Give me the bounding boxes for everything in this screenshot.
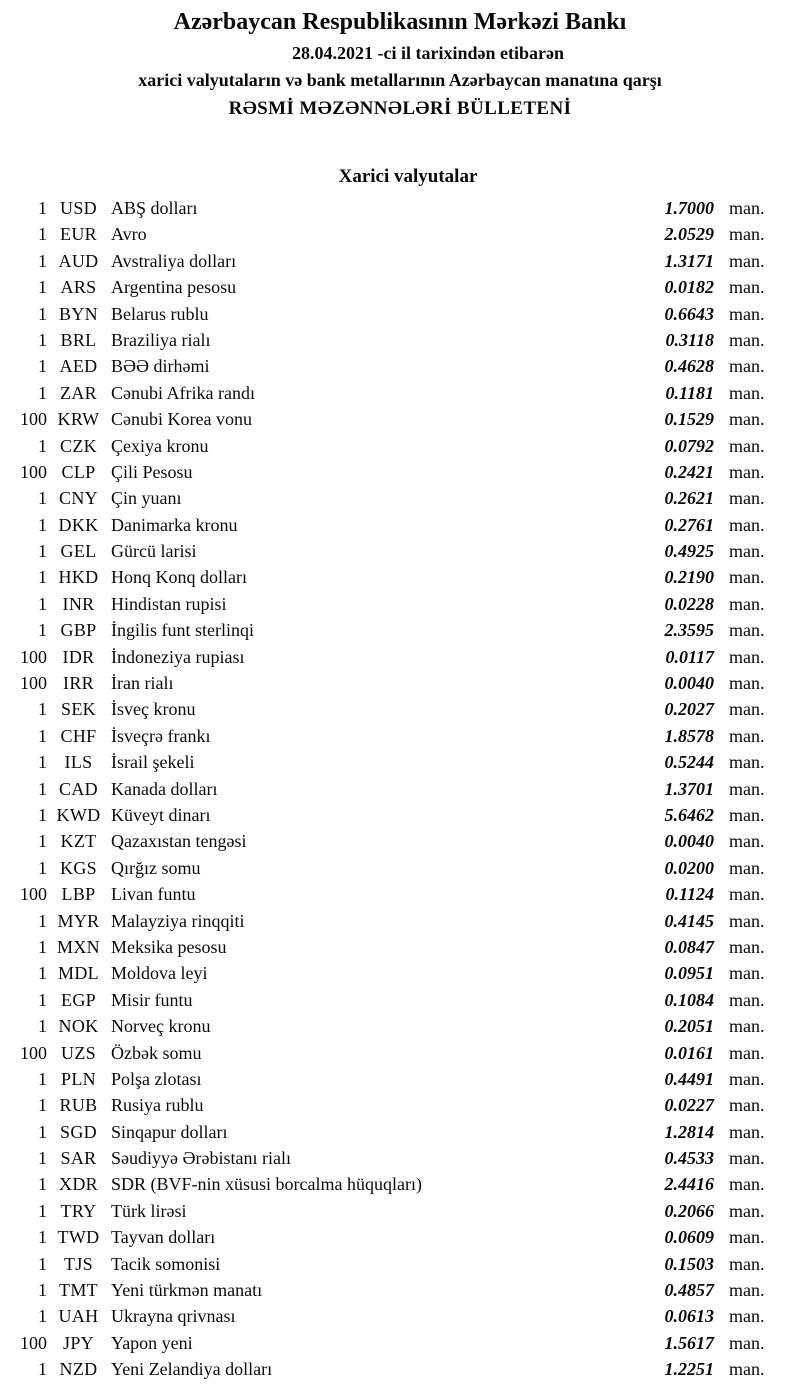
rate-value: 1.5617	[664, 1332, 714, 1353]
nominal-value: 100	[20, 673, 47, 694]
rate-row	[0, 1224, 800, 1250]
currency-name: Avstraliya dolları	[111, 250, 237, 271]
nominal-value: 1	[38, 857, 47, 878]
nominal-value: 1	[38, 567, 47, 588]
currency-name: Argentina pesosu	[111, 277, 237, 298]
nominal-value: 1	[38, 1359, 47, 1380]
rate-value: 0.1503	[664, 1253, 714, 1274]
rate-row	[0, 987, 800, 1013]
rate-row	[0, 1330, 800, 1356]
nominal-value: 1	[38, 1148, 47, 1169]
bank-name-title: Azərbaycan Respublikasının Mərkəzi Bankı	[173, 9, 627, 35]
rate-value: 0.4857	[664, 1280, 714, 1301]
unit-label: man.	[729, 250, 765, 271]
currency-code: SGD	[60, 1121, 97, 1142]
rate-row	[0, 221, 800, 247]
currency-code: RUB	[59, 1095, 98, 1116]
unit-label: man.	[729, 1068, 765, 1089]
rate-value: 0.0609	[664, 1227, 714, 1248]
unit-label: man.	[729, 224, 765, 245]
unit-label: man.	[729, 1016, 765, 1037]
unit-label: man.	[729, 409, 765, 430]
nominal-value: 100	[20, 409, 47, 430]
nominal-value: 1	[38, 1068, 47, 1089]
unit-label: man.	[729, 910, 765, 931]
rate-row	[0, 538, 800, 564]
rate-value: 0.5244	[664, 752, 714, 773]
unit-label: man.	[729, 541, 765, 562]
currency-code: AED	[59, 356, 98, 377]
currency-name: Misir funtu	[111, 989, 193, 1010]
rate-row	[0, 327, 800, 353]
rate-row	[0, 1145, 800, 1171]
unit-label: man.	[729, 1095, 765, 1116]
rate-value: 0.0040	[664, 673, 714, 694]
unit-label: man.	[729, 699, 765, 720]
currency-name: Danimarka kronu	[111, 514, 238, 535]
currency-name: Rusiya rublu	[111, 1095, 204, 1116]
document-header	[0, 0, 800, 122]
rate-value: 0.0182	[664, 277, 714, 298]
unit-label: man.	[729, 989, 765, 1010]
nominal-value: 100	[20, 1042, 47, 1063]
currency-name: İndoneziya rupiası	[111, 646, 245, 667]
nominal-value: 1	[38, 1121, 47, 1142]
currency-code: TMT	[59, 1280, 98, 1301]
nominal-value: 1	[38, 620, 47, 641]
nominal-value: 1	[38, 277, 47, 298]
currency-code: NOK	[58, 1016, 99, 1037]
nominal-value: 1	[38, 989, 47, 1010]
rate-row	[0, 828, 800, 854]
nominal-value: 100	[20, 1332, 47, 1353]
nominal-value: 1	[38, 699, 47, 720]
rate-value: 0.2027	[664, 699, 714, 720]
currency-code: BYN	[59, 303, 98, 324]
rate-value: 0.4145	[664, 910, 714, 931]
rate-value: 0.0040	[664, 831, 714, 852]
rate-value: 0.2621	[664, 488, 714, 509]
rate-value: 2.4416	[664, 1174, 714, 1195]
unit-label: man.	[729, 804, 765, 825]
rate-row	[0, 881, 800, 907]
unit-label: man.	[729, 382, 765, 403]
unit-label: man.	[729, 778, 765, 799]
unit-label: man.	[729, 356, 765, 377]
currency-code: SEK	[61, 699, 96, 720]
currency-code: CZK	[60, 435, 97, 456]
unit-label: man.	[729, 1148, 765, 1169]
bulletin-title: RƏSMİ MƏZƏNNƏLƏRİ BÜLLETENİ	[228, 98, 572, 119]
nominal-value: 1	[38, 1227, 47, 1248]
unit-label: man.	[729, 1332, 765, 1353]
rate-row	[0, 908, 800, 934]
currency-code: USD	[60, 198, 97, 218]
currency-name: İsrail şekeli	[111, 752, 195, 773]
currency-code: CHF	[60, 725, 97, 746]
currency-name: Meksika pesosu	[111, 936, 227, 957]
rate-value: 0.0613	[664, 1306, 714, 1327]
rate-value: 0.2190	[664, 567, 714, 588]
currency-code: SAR	[60, 1148, 97, 1169]
rate-value: 0.2421	[664, 461, 714, 482]
rate-row	[0, 776, 800, 802]
nominal-value: 1	[38, 752, 47, 773]
rate-row	[0, 353, 800, 379]
rate-row	[0, 696, 800, 722]
currency-code: TJS	[64, 1253, 93, 1274]
unit-label: man.	[729, 752, 765, 773]
currency-name: Çexiya kronu	[111, 435, 209, 456]
currency-code: CAD	[59, 778, 98, 799]
nominal-value: 100	[20, 646, 47, 667]
rate-value: 1.8578	[664, 725, 714, 746]
currency-name: Türk lirəsi	[111, 1200, 187, 1221]
section-title-foreign-currencies: Xarici valyutalar	[338, 166, 478, 187]
rate-row	[0, 802, 800, 828]
unit-label: man.	[729, 1227, 765, 1248]
unit-label: man.	[729, 1200, 765, 1221]
currency-code: BRL	[60, 329, 97, 350]
rate-row	[0, 960, 800, 986]
currency-code: IDR	[62, 646, 95, 667]
currency-code: GEL	[60, 541, 97, 562]
nominal-value: 1	[38, 382, 47, 403]
currency-name: Avro	[111, 224, 147, 245]
rate-value: 2.3595	[664, 620, 714, 641]
rate-value: 0.6643	[664, 303, 714, 324]
currency-name: Cənubi Afrika randı	[111, 382, 255, 403]
rate-row	[0, 433, 800, 459]
nominal-value: 1	[38, 963, 47, 984]
rate-row	[0, 1277, 800, 1303]
rate-value: 0.2066	[664, 1200, 714, 1221]
currency-name: Livan funtu	[111, 884, 196, 905]
rate-value: 0.0951	[664, 963, 714, 984]
currency-code: MXN	[57, 936, 100, 957]
currency-name: Yeni Zelandiya dolları	[111, 1359, 273, 1380]
rate-row	[0, 1013, 800, 1039]
nominal-value: 1	[38, 725, 47, 746]
currency-name: İngilis funt sterlinqi	[111, 620, 254, 641]
rate-row	[0, 1251, 800, 1277]
unit-label: man.	[729, 593, 765, 614]
currency-name: Tacik somonisi	[111, 1253, 221, 1274]
nominal-value: 1	[38, 541, 47, 562]
currency-name: Səudiyyə Ərəbistanı rialı	[111, 1148, 291, 1169]
nominal-value: 1	[38, 303, 47, 324]
rate-value: 0.0792	[664, 435, 714, 456]
currency-code: HKD	[58, 567, 99, 588]
currency-name: Küveyt dinarı	[111, 804, 211, 825]
rate-value: 0.4925	[664, 541, 714, 562]
currency-name: BƏƏ dirhəmi	[111, 356, 210, 377]
currency-name: Malayziya rinqqiti	[111, 910, 245, 931]
rate-row	[0, 564, 800, 590]
rate-row	[0, 274, 800, 300]
currency-code: MDL	[58, 963, 99, 984]
currency-name: Yapon yeni	[111, 1332, 193, 1353]
nominal-value: 1	[38, 1095, 47, 1116]
rate-value: 2.0529	[664, 224, 714, 245]
nominal-value: 1	[38, 1280, 47, 1301]
rate-value: 0.1084	[664, 989, 714, 1010]
unit-label: man.	[729, 488, 765, 509]
nominal-value: 1	[38, 778, 47, 799]
nominal-value: 1	[38, 250, 47, 271]
unit-label: man.	[729, 831, 765, 852]
rate-value: 0.0228	[664, 593, 714, 614]
rate-value: 1.7000	[664, 198, 714, 218]
currency-name: İran rialı	[111, 673, 174, 694]
currency-code: NZD	[59, 1359, 98, 1380]
currency-code: ILS	[64, 752, 93, 773]
currency-code: PLN	[61, 1068, 96, 1089]
rate-row	[0, 512, 800, 538]
nominal-value: 1	[38, 1253, 47, 1274]
currency-name: Qırğız somu	[111, 857, 201, 878]
effective-date-line: 28.04.2021 -ci il tarixindən etibarən	[292, 43, 564, 63]
currency-code: AUD	[58, 250, 99, 271]
currency-code: GBP	[60, 620, 97, 641]
rate-row	[0, 723, 800, 749]
rate-value: 0.0847	[664, 936, 714, 957]
rate-value: 0.0200	[664, 857, 714, 878]
subtitle-line: xarici valyutaların və bank metallarının Azərbaycan manatına qarşı	[138, 70, 662, 90]
rate-row	[0, 855, 800, 881]
currency-name: Honq Konq dolları	[111, 567, 247, 588]
unit-label: man.	[729, 1359, 765, 1380]
rate-value: 0.1181	[665, 382, 714, 403]
unit-label: man.	[729, 514, 765, 535]
currency-name: Gürcü larisi	[111, 541, 197, 562]
currency-name: Moldova leyi	[111, 963, 208, 984]
currency-name: İsveçrə frankı	[111, 725, 211, 746]
rate-row	[0, 1119, 800, 1145]
currency-code: KZT	[60, 831, 97, 852]
currency-code: ARS	[60, 277, 97, 298]
nominal-value: 1	[38, 593, 47, 614]
currency-name: ABŞ dolları	[111, 198, 198, 218]
currency-name: Polşa zlotası	[111, 1068, 202, 1089]
rate-row	[0, 195, 800, 221]
rate-row	[0, 459, 800, 485]
unit-label: man.	[729, 857, 765, 878]
rate-row	[0, 670, 800, 696]
rate-row	[0, 485, 800, 511]
rate-row	[0, 617, 800, 643]
currency-name: Norveç kronu	[111, 1016, 211, 1037]
currency-code: KRW	[57, 409, 100, 430]
currency-name: Çili Pesosu	[111, 461, 193, 482]
nominal-value: 100	[20, 884, 47, 905]
currency-name: Sinqapur dolları	[111, 1121, 228, 1142]
nominal-value: 1	[38, 1200, 47, 1221]
currency-code: TRY	[60, 1200, 97, 1221]
unit-label: man.	[729, 1280, 765, 1301]
unit-label: man.	[729, 1253, 765, 1274]
nominal-value: 1	[38, 910, 47, 931]
currency-code: ZAR	[60, 382, 97, 403]
unit-label: man.	[729, 303, 765, 324]
rate-value: 0.0161	[664, 1042, 714, 1063]
currency-name: Ukrayna qrivnası	[111, 1306, 236, 1327]
rate-row	[0, 1066, 800, 1092]
currency-name: Cənubi Korea vonu	[111, 409, 252, 430]
currency-code: XDR	[59, 1174, 98, 1195]
nominal-value: 100	[20, 461, 47, 482]
currency-name: SDR (BVF-nin xüsusi borcalma hüquqları)	[111, 1174, 422, 1195]
rate-row	[0, 1356, 800, 1382]
currency-name: Hindistan rupisi	[111, 593, 227, 614]
rate-value: 0.4533	[664, 1148, 714, 1169]
rate-row	[0, 934, 800, 960]
rate-value: 1.2814	[664, 1121, 714, 1142]
currency-code: KGS	[60, 857, 97, 878]
unit-label: man.	[729, 963, 765, 984]
unit-label: man.	[729, 198, 765, 218]
rate-row	[0, 1198, 800, 1224]
exchange-rates-table	[0, 195, 800, 1383]
currency-code: LBP	[61, 884, 96, 905]
nominal-value: 1	[38, 1016, 47, 1037]
unit-label: man.	[729, 1174, 765, 1195]
rate-row	[0, 1040, 800, 1066]
rate-value: 1.3701	[664, 778, 714, 799]
unit-label: man.	[729, 884, 765, 905]
currency-code: TWD	[57, 1227, 100, 1248]
unit-label: man.	[729, 1121, 765, 1142]
unit-label: man.	[729, 567, 765, 588]
rate-row	[0, 380, 800, 406]
rate-row	[0, 749, 800, 775]
currency-name: Özbək somu	[111, 1042, 202, 1063]
rate-value: 0.3118	[665, 329, 714, 350]
unit-label: man.	[729, 435, 765, 456]
currency-code: INR	[62, 593, 95, 614]
unit-label: man.	[729, 673, 765, 694]
rate-row	[0, 406, 800, 432]
currency-code: MYR	[57, 910, 100, 931]
unit-label: man.	[729, 329, 765, 350]
currency-name: Tayvan dolları	[111, 1227, 216, 1248]
rate-value: 0.4628	[664, 356, 714, 377]
unit-label: man.	[729, 277, 765, 298]
currency-code: CNY	[59, 488, 98, 509]
unit-label: man.	[729, 1306, 765, 1327]
rate-row	[0, 591, 800, 617]
currency-code: EGP	[61, 989, 96, 1010]
currency-name: Yeni türkmən manatı	[111, 1280, 263, 1301]
nominal-value: 1	[38, 1306, 47, 1327]
unit-label: man.	[729, 1042, 765, 1063]
currency-code: JPY	[63, 1332, 94, 1353]
nominal-value: 1	[38, 488, 47, 509]
rate-value: 0.4491	[664, 1068, 714, 1089]
rate-value: 0.0117	[665, 646, 714, 667]
currency-code: IRR	[63, 673, 94, 694]
rate-value: 0.1124	[665, 884, 714, 905]
currency-name: Qazaxıstan tengəsi	[111, 831, 247, 852]
nominal-value: 1	[38, 831, 47, 852]
rate-row	[0, 1303, 800, 1329]
nominal-value: 1	[38, 198, 47, 218]
nominal-value: 1	[38, 356, 47, 377]
rate-value: 5.6462	[664, 804, 714, 825]
currency-code: DKK	[58, 514, 99, 535]
currency-code: UZS	[61, 1042, 96, 1063]
rate-row	[0, 248, 800, 274]
currency-code: UAH	[58, 1306, 99, 1327]
rate-row	[0, 1171, 800, 1197]
nominal-value: 1	[38, 224, 47, 245]
currency-code: CLP	[61, 461, 96, 482]
unit-label: man.	[729, 646, 765, 667]
nominal-value: 1	[38, 804, 47, 825]
currency-name: Çin yuanı	[111, 488, 182, 509]
rate-row	[0, 1092, 800, 1118]
rate-value: 0.2051	[664, 1016, 714, 1037]
currency-code: EUR	[60, 224, 97, 245]
nominal-value: 1	[38, 514, 47, 535]
rate-value: 0.1529	[664, 409, 714, 430]
unit-label: man.	[729, 936, 765, 957]
rate-row	[0, 644, 800, 670]
nominal-value: 1	[38, 435, 47, 456]
rate-row	[0, 301, 800, 327]
rate-value: 1.3171	[664, 250, 714, 271]
unit-label: man.	[729, 461, 765, 482]
currency-name: İsveç kronu	[111, 699, 196, 720]
currency-name: Belarus rublu	[111, 303, 209, 324]
currency-name: Kanada dolları	[111, 778, 218, 799]
nominal-value: 1	[38, 936, 47, 957]
nominal-value: 1	[38, 1174, 47, 1195]
nominal-value: 1	[38, 329, 47, 350]
rate-value: 1.2251	[664, 1359, 714, 1380]
unit-label: man.	[729, 620, 765, 641]
currency-code: KWD	[56, 804, 101, 825]
rate-value: 0.2761	[664, 514, 714, 535]
rate-value: 0.0227	[664, 1095, 714, 1116]
unit-label: man.	[729, 725, 765, 746]
currency-name: Braziliya rialı	[111, 329, 211, 350]
